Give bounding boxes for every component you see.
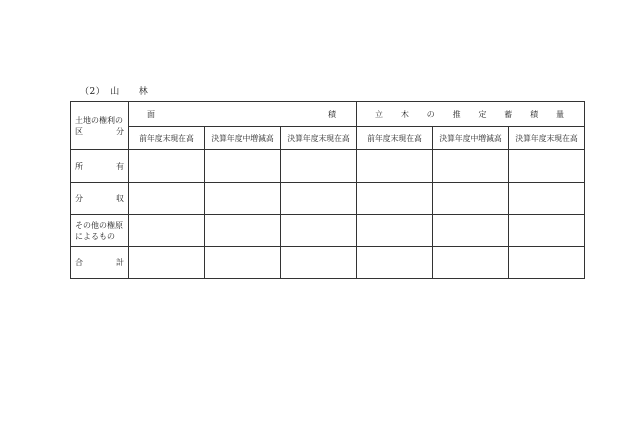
row-label-text: その他の権原 [75,220,123,230]
area-change-header: 決算年度中増減高 [205,127,281,150]
area-prev-year-end-header: 前年度末現在高 [129,127,205,150]
table-cell[interactable] [509,183,585,215]
table-cell[interactable] [433,215,509,247]
table-cell[interactable] [205,150,281,183]
table-cell[interactable] [509,247,585,279]
column-header-row [71,127,585,150]
table-row [71,150,585,183]
table-row-total [71,247,585,279]
table-cell[interactable] [281,183,357,215]
forest-land-table [70,101,585,279]
timber-volume-group-header: 立 木 の 推 定 蓄 積 量 [357,102,585,127]
table-cell[interactable] [433,183,509,215]
table-row [71,215,585,247]
table-cell[interactable] [357,150,433,183]
row-label-text: 分 収 [75,194,124,203]
corner-header-line1: 土地の権利の [75,115,123,125]
table-cell[interactable] [129,183,205,215]
section-title: （2） 山 林 [80,87,149,97]
volume-prev-year-end-header: 前年度末現在高 [357,127,433,150]
corner-header-line2: 区 分 [75,126,124,136]
table-cell[interactable] [129,215,205,247]
area-current-year-end-header: 決算年度末現在高 [281,127,357,150]
table-cell[interactable] [357,183,433,215]
row-label-total [71,247,129,279]
table-cell[interactable] [205,247,281,279]
row-label-other-rights [71,215,129,247]
row-label-owned [71,150,129,183]
table-cell[interactable] [357,215,433,247]
group-header-row [71,102,585,127]
table-cell[interactable] [509,150,585,183]
area-group-header: 面 積 [129,102,357,127]
row-label-text-line2: によるもの [75,231,115,241]
row-label-text: 合 計 [75,258,124,267]
table-cell[interactable] [205,183,281,215]
table-cell[interactable] [129,150,205,183]
table-cell[interactable] [433,247,509,279]
table-cell[interactable] [129,247,205,279]
table-cell[interactable] [281,247,357,279]
table-cell[interactable] [509,215,585,247]
table-cell[interactable] [433,150,509,183]
table-cell[interactable] [205,215,281,247]
table-cell[interactable] [281,150,357,183]
table-cell[interactable] [357,247,433,279]
row-label-text: 所 有 [75,161,124,171]
volume-change-header: 決算年度中増減高 [433,127,509,150]
row-label-shared-harvest [71,183,129,215]
volume-current-year-end-header: 決算年度末現在高 [509,127,585,150]
table-cell[interactable] [281,215,357,247]
corner-header [71,102,129,150]
table-row [71,183,585,215]
